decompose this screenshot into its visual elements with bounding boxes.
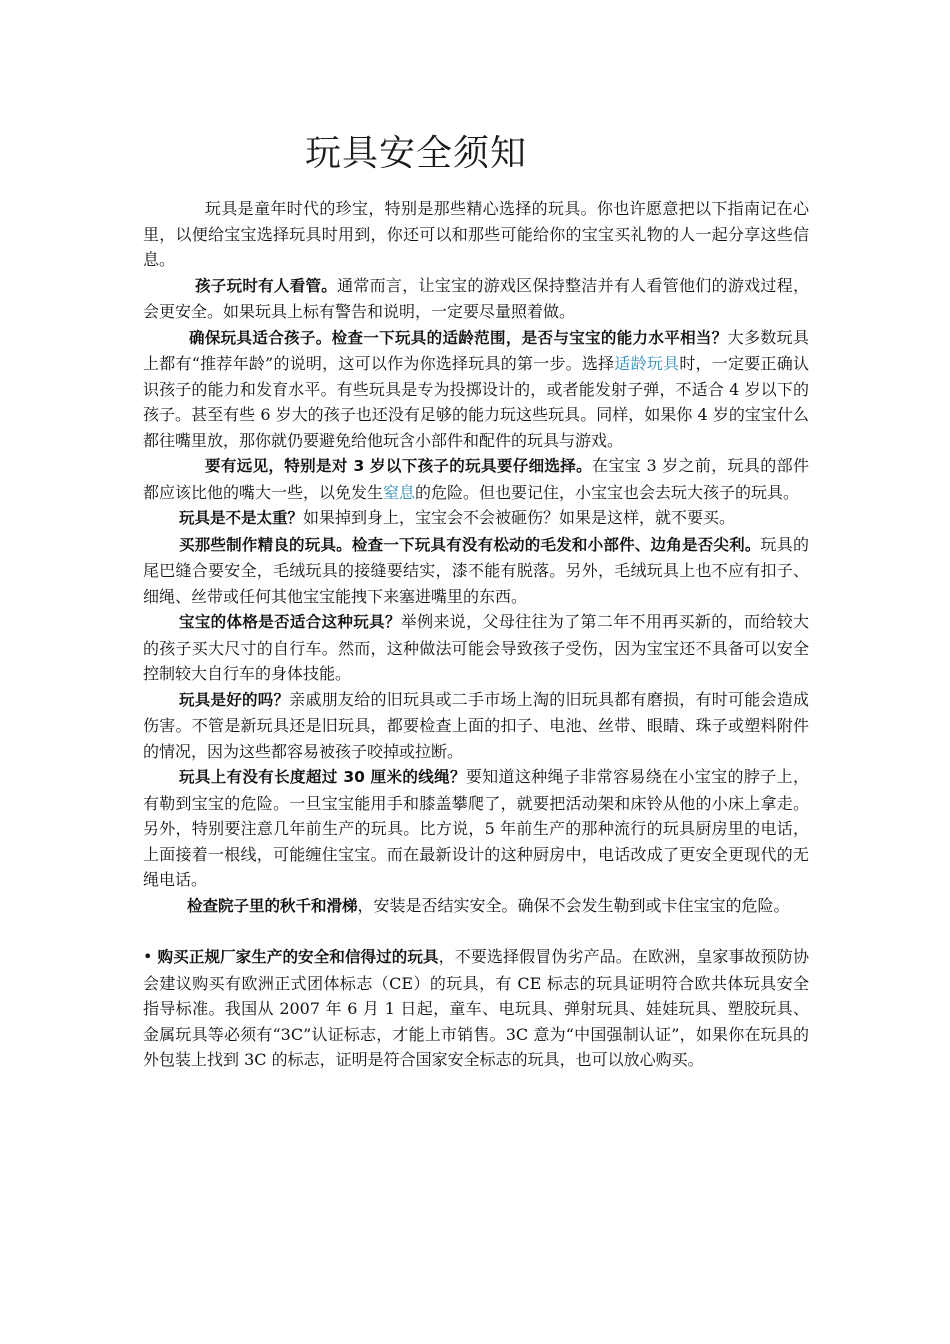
paragraph-age-fit <box>143 325 809 454</box>
heading-under-three: 要有远见，特别是对 3 岁以下孩子的玩具要仔细选择。 <box>205 457 592 475</box>
text-body-fit: 举例来说，父母往往为了第二年不用再买新的，而给较大的孩子买大尺寸的自行车。然而，这种做法可能会导致孩子受伤，因为宝宝还不具备可以安全控制较大自行车的身体技能。 <box>143 612 809 683</box>
link-suffocation[interactable]: 窒息 <box>383 482 416 502</box>
text-under-three-b: 的危险。但也要记住，小宝宝也会去玩大孩子的玩具。 <box>415 482 800 502</box>
text-certified: ，不要选择假冒伪劣产品。在欧洲，皇家事故预防协会建议购买有欧洲正式团体标志（CE）的玩具，有 CE 标志的玩具证明符合欧共体玩具安全指导标准。我国从 2007 年 6 月 1 日起，童车、电玩具、弹射玩具、娃娃玩具、塑胶玩具、金属玩具等必须有“3C”认证标志，才能上市销售。3C 意为“中国强制认证”，如果你在玩具的外包装上找到 3C 的标志，证明是符合国家安全标志的玩具，也可以放心购买。 <box>143 947 809 1069</box>
text-supervision: 通常而言，让宝宝的游戏区保持整洁并有人看管他们的游戏过程，会更安全。如果玩具上标有警告和说明，一定要尽量照着做。 <box>143 275 809 321</box>
text-under-three-a: 在宝宝 3 岁之前，玩具的部件都应该比他的嘴大一些，以免发生 <box>143 456 809 502</box>
heading-condition: 玩具是好的吗？ <box>179 690 290 709</box>
heading-body-fit: 宝宝的体格是否适合这种玩具？ <box>179 613 401 631</box>
text-age-fit-a: 大多数玩具上都有“推荐年龄”的说明，这可以作为你选择玩具的第一步。选择 <box>143 327 809 373</box>
text-condition: 亲戚朋友给的旧玩具或二手市场上淘的旧玩具都有磨损，有时可能会造成伤害。不管是新玩具还是旧玩具，都要检查上面的扣子、电池、丝带、眼睛、珠子或塑料附件的情况，因为这些都容易被孩子咬掉或拉断。 <box>143 689 809 761</box>
text-cords: 要知道这种绳子非常容易绕在小宝宝的脖子上，有勒到宝宝的危险。一旦宝宝能用手和膝盖攀爬了，就要把活动架和床铃从他的小床上拿走。另外，特别要注意几年前生产的玩具。比方说，5 年前生产的那种流行的玩具厨房里的电话，上面接着一根线，可能缠住宝宝。而在最新设计的这种厨房中，电话改成了更安全更现代的无绳电话。 <box>143 767 809 889</box>
heading-weight: 玩具是不是太重？ <box>179 509 304 527</box>
document-body <box>143 196 809 1073</box>
bullet-icon: • <box>143 947 153 966</box>
paragraph-certified <box>143 944 809 1073</box>
heading-age-fit: 确保玩具适合孩子。检查一下玩具的适龄范围，是否与宝宝的能力水平相当？ <box>189 328 728 347</box>
paragraph-body-fit <box>143 609 809 687</box>
paragraph-gap <box>143 919 809 944</box>
paragraph-cords <box>143 764 809 893</box>
heading-cords: 玩具上有没有长度超过 30 厘米的线绳？ <box>179 768 466 786</box>
heading-playground: 检查院子里的秋千和滑梯 <box>187 896 358 915</box>
page-title: 玩具安全须知 <box>305 133 528 174</box>
text-age-fit-b: 时，一定要正确认识孩子的能力和发育水平。有些玩具是专为投掷设计的，或者能发射子弹，不适合 4 岁以下的孩子。甚至有些 6 岁大的孩子也还没有足够的能力玩这些玩具。同样，如果你 4 岁的宝宝什么都往嘴里放，那你就仍要避免给他玩含小部件和配件的玩具与游戏。 <box>143 354 809 450</box>
paragraph-supervision <box>143 273 809 325</box>
paragraph-weight <box>143 505 809 532</box>
paragraph-under-three <box>143 453 809 505</box>
intro-paragraph: 玩具是童年时代的珍宝，特别是那些精心选择的玩具。你也许愿意把以下指南记在心里，以便给宝宝选择玩具时用到，你还可以和那些可能给你的宝宝买礼物的人一起分享这些信息。 <box>143 199 809 269</box>
text-quality: 玩具的尾巴缝合要安全，毛绒玩具的接缝要结实，漆不能有脱落。另外，毛绒玩具上也不应有扣子、细绳、丝带或任何其他宝宝能拽下来塞进嘴里的东西。 <box>143 534 809 606</box>
heading-supervision: 孩子玩时有人看管。 <box>195 276 338 295</box>
text-playground: ，安装是否结实安全。确保不会发生勒到或卡住宝宝的危险。 <box>357 895 790 915</box>
link-age-toys[interactable]: 适龄玩具 <box>614 354 680 373</box>
heading-quality: 买那些制作精良的玩具。检查一下玩具有没有松动的毛发和小部件、边角是否尖利。 <box>179 535 761 554</box>
text-weight: 如果掉到身上，宝宝会不会被砸伤？如果是这样，就不要买。 <box>303 508 736 527</box>
heading-certified: 购买正规厂家生产的安全和信得过的玩具 <box>157 948 439 966</box>
paragraph-quality <box>143 532 809 610</box>
paragraph-condition <box>143 687 809 765</box>
paragraph-playground <box>143 893 809 920</box>
